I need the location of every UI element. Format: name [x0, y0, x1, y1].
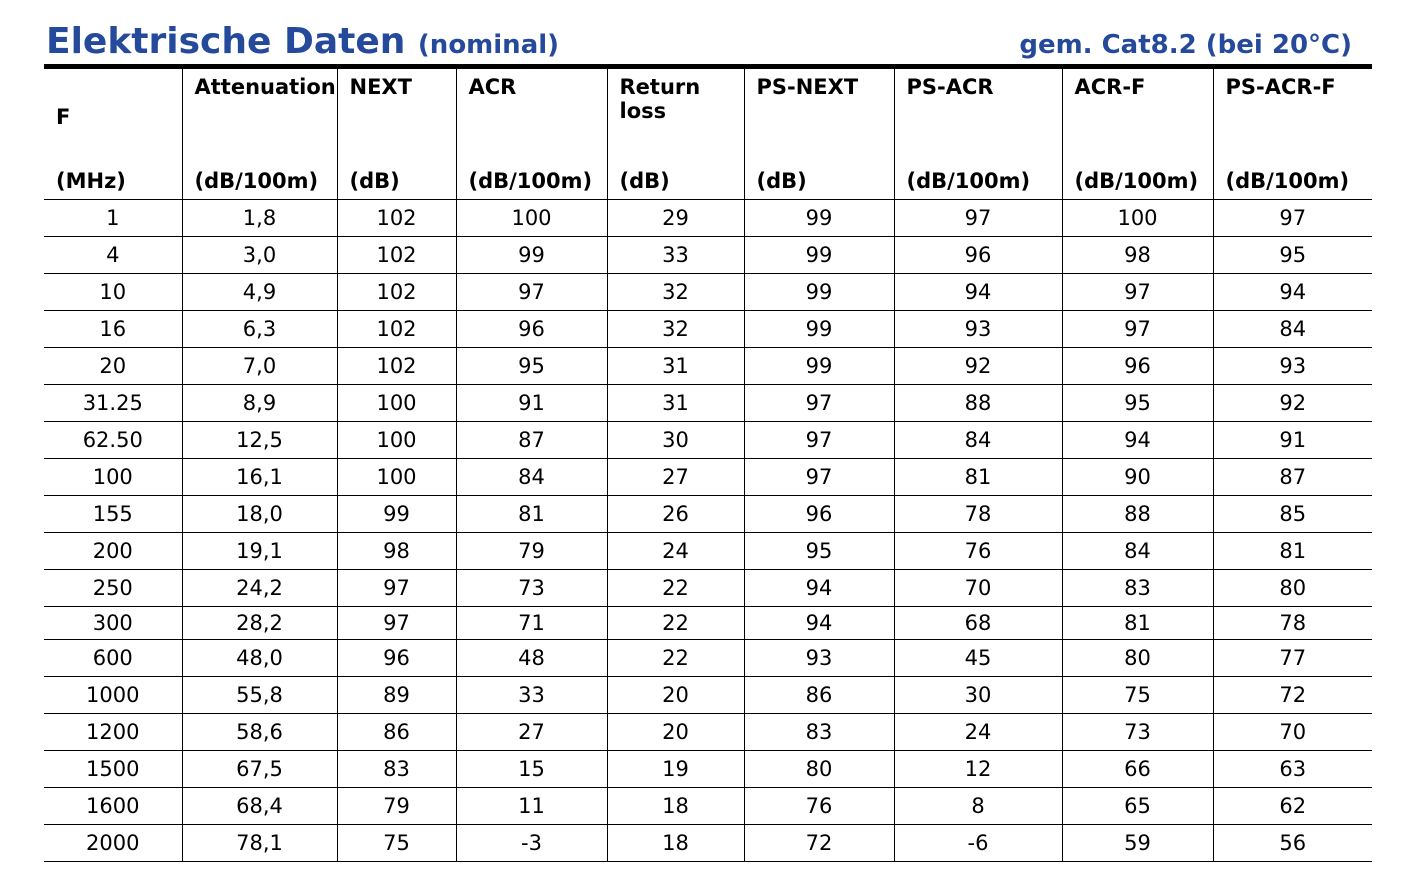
table-cell: 48 — [456, 640, 607, 677]
table-cell: 18 — [607, 788, 744, 825]
table-cell: 100 — [337, 422, 456, 459]
table-cell: 19 — [607, 751, 744, 788]
table-cell: 100 — [337, 385, 456, 422]
page-title-text: Elektrische Daten — [46, 21, 406, 62]
table-cell: 95 — [456, 348, 607, 385]
table-row — [44, 348, 1372, 385]
table-cell: 94 — [744, 607, 894, 640]
column-unit: (dB/100m) — [194, 169, 319, 193]
table-cell: 77 — [1213, 640, 1372, 677]
table-cell: 100 — [456, 200, 607, 237]
table-cell: 79 — [337, 788, 456, 825]
table-row — [44, 422, 1372, 459]
table-cell: 55,8 — [182, 677, 337, 714]
table-cell: 78 — [1213, 607, 1372, 640]
table-cell: 87 — [456, 422, 607, 459]
table-cell: 68 — [894, 607, 1062, 640]
table-cell: 8 — [894, 788, 1062, 825]
column-header-next — [337, 69, 456, 200]
table-row — [44, 274, 1372, 311]
table-cell: 68,4 — [182, 788, 337, 825]
table-cell: 4 — [44, 237, 182, 274]
table-cell: 63 — [1213, 751, 1372, 788]
table-cell: 67,5 — [182, 751, 337, 788]
table-cell: 73 — [1062, 714, 1213, 751]
table-cell: 31 — [607, 348, 744, 385]
table-cell: 58,6 — [182, 714, 337, 751]
table-cell: 1600 — [44, 788, 182, 825]
table-cell: 300 — [44, 607, 182, 640]
table-cell: 3,0 — [182, 237, 337, 274]
table-row — [44, 385, 1372, 422]
table-row — [44, 677, 1372, 714]
table-cell: 96 — [1062, 348, 1213, 385]
column-unit: (dB) — [619, 169, 670, 193]
column-name: PS-NEXT — [756, 75, 859, 99]
table-cell: 27 — [456, 714, 607, 751]
table-cell: 72 — [744, 825, 894, 862]
table-cell: 20 — [607, 714, 744, 751]
table-row — [44, 237, 1372, 274]
table-cell: 19,1 — [182, 533, 337, 570]
table-cell: 16,1 — [182, 459, 337, 496]
table-cell: 84 — [456, 459, 607, 496]
table-cell: 84 — [1213, 311, 1372, 348]
column-unit: (dB/100m) — [906, 169, 1031, 193]
table-cell: 18,0 — [182, 496, 337, 533]
table-cell: 102 — [337, 274, 456, 311]
table-cell: 97 — [456, 274, 607, 311]
table-cell: 93 — [894, 311, 1062, 348]
table-cell: 99 — [744, 274, 894, 311]
column-unit: (MHz) — [56, 169, 126, 193]
table-cell: 32 — [607, 274, 744, 311]
table-cell: 99 — [456, 237, 607, 274]
table-cell: 85 — [1213, 496, 1372, 533]
table-cell: 76 — [894, 533, 1062, 570]
table-cell: 56 — [1213, 825, 1372, 862]
table-cell: 80 — [744, 751, 894, 788]
table-cell: 8,9 — [182, 385, 337, 422]
table-cell: 97 — [1213, 200, 1372, 237]
column-header-acr-f — [1062, 69, 1213, 200]
column-header-acr — [456, 69, 607, 200]
table-cell: 12 — [894, 751, 1062, 788]
table-cell: 29 — [607, 200, 744, 237]
table-cell: 102 — [337, 311, 456, 348]
table-cell: 96 — [894, 237, 1062, 274]
column-name: NEXT — [349, 75, 412, 99]
table-cell: 91 — [1213, 422, 1372, 459]
table-cell: 91 — [456, 385, 607, 422]
table-row — [44, 607, 1372, 640]
table-cell: 66 — [1062, 751, 1213, 788]
table-cell: 95 — [1062, 385, 1213, 422]
column-header-ps-acr-f — [1213, 69, 1372, 200]
table-cell: 24,2 — [182, 570, 337, 607]
table-cell: 31 — [607, 385, 744, 422]
table-cell: 94 — [744, 570, 894, 607]
table-cell: 7,0 — [182, 348, 337, 385]
table-cell: 87 — [1213, 459, 1372, 496]
page-title — [46, 20, 559, 67]
table-cell: 33 — [607, 237, 744, 274]
table-cell: 62.50 — [44, 422, 182, 459]
table-row — [44, 200, 1372, 237]
table-cell: 30 — [894, 677, 1062, 714]
table-cell: 81 — [456, 496, 607, 533]
table-cell: 155 — [44, 496, 182, 533]
table-cell: 81 — [894, 459, 1062, 496]
table-cell: 94 — [1213, 274, 1372, 311]
table-cell: 78 — [894, 496, 1062, 533]
column-unit: (dB) — [349, 169, 400, 193]
table-cell: 88 — [894, 385, 1062, 422]
table-cell: 75 — [337, 825, 456, 862]
table-row — [44, 825, 1372, 862]
table-cell: 83 — [337, 751, 456, 788]
table-row — [44, 570, 1372, 607]
table-cell: -3 — [456, 825, 607, 862]
table-cell: 97 — [744, 422, 894, 459]
column-name: ACR-F — [1074, 75, 1146, 99]
table-cell: 6,3 — [182, 311, 337, 348]
table-cell: 102 — [337, 237, 456, 274]
table-cell: 96 — [337, 640, 456, 677]
table-cell: 93 — [1213, 348, 1372, 385]
electrical-data-table — [44, 69, 1372, 862]
column-unit: (dB/100m) — [1225, 169, 1350, 193]
table-cell: 99 — [744, 348, 894, 385]
table-cell: 600 — [44, 640, 182, 677]
table-cell: 11 — [456, 788, 607, 825]
table-header-row — [44, 69, 1372, 200]
table-cell: 20 — [607, 677, 744, 714]
table-cell: 200 — [44, 533, 182, 570]
table-cell: 62 — [1213, 788, 1372, 825]
table-cell: 24 — [894, 714, 1062, 751]
table-cell: 97 — [744, 385, 894, 422]
table-cell: 96 — [744, 496, 894, 533]
table-cell: 28,2 — [182, 607, 337, 640]
table-cell: 92 — [1213, 385, 1372, 422]
table-cell: 10 — [44, 274, 182, 311]
table-cell: 88 — [1062, 496, 1213, 533]
table-cell: 80 — [1062, 640, 1213, 677]
table-cell: 86 — [337, 714, 456, 751]
column-name: F — [56, 105, 71, 129]
table-cell: 95 — [1213, 237, 1372, 274]
standard-label: gem. Cat8.2 (bei 20°C) — [1019, 30, 1352, 60]
table-cell: 81 — [1213, 533, 1372, 570]
table-cell: 98 — [337, 533, 456, 570]
table-cell: 1200 — [44, 714, 182, 751]
table-cell: 80 — [1213, 570, 1372, 607]
table-cell: 70 — [894, 570, 1062, 607]
table-cell: 84 — [894, 422, 1062, 459]
table-cell: 94 — [1062, 422, 1213, 459]
table-cell: 73 — [456, 570, 607, 607]
table-cell: 22 — [607, 570, 744, 607]
table-cell: 24 — [607, 533, 744, 570]
table-cell: 81 — [1062, 607, 1213, 640]
table-cell: 12,5 — [182, 422, 337, 459]
table-cell: 59 — [1062, 825, 1213, 862]
table-cell: 1500 — [44, 751, 182, 788]
table-cell: 72 — [1213, 677, 1372, 714]
table-cell: 97 — [1062, 274, 1213, 311]
table-cell: 98 — [1062, 237, 1213, 274]
column-unit: (dB) — [756, 169, 807, 193]
table-cell: 86 — [744, 677, 894, 714]
table-row — [44, 459, 1372, 496]
column-unit: (dB/100m) — [468, 169, 593, 193]
table-cell: 27 — [607, 459, 744, 496]
table-cell: 2000 — [44, 825, 182, 862]
table-cell: 250 — [44, 570, 182, 607]
table-cell: 97 — [337, 570, 456, 607]
column-header-return-loss — [607, 69, 744, 200]
table-cell: 18 — [607, 825, 744, 862]
table-cell: 33 — [456, 677, 607, 714]
table-cell: 100 — [1062, 200, 1213, 237]
table-cell: 70 — [1213, 714, 1372, 751]
table-cell: 26 — [607, 496, 744, 533]
table-cell: 99 — [744, 200, 894, 237]
table-cell: 78,1 — [182, 825, 337, 862]
table-row — [44, 714, 1372, 751]
table-cell: 15 — [456, 751, 607, 788]
table-cell: 84 — [1062, 533, 1213, 570]
table-cell: 99 — [744, 237, 894, 274]
table-cell: 79 — [456, 533, 607, 570]
table-cell: 92 — [894, 348, 1062, 385]
page-subtitle: (nominal) — [417, 30, 560, 60]
table-row — [44, 533, 1372, 570]
table-cell: 83 — [1062, 570, 1213, 607]
table-cell: 22 — [607, 607, 744, 640]
table-cell: 90 — [1062, 459, 1213, 496]
column-header-ps-acr — [894, 69, 1062, 200]
table-cell: 16 — [44, 311, 182, 348]
table-cell: -6 — [894, 825, 1062, 862]
table-cell: 99 — [337, 496, 456, 533]
table-cell: 102 — [337, 200, 456, 237]
column-name: Return loss — [619, 75, 701, 123]
table-cell: 96 — [456, 311, 607, 348]
table-body — [44, 200, 1372, 862]
table-cell: 31.25 — [44, 385, 182, 422]
column-name: PS-ACR-F — [1225, 75, 1336, 99]
table-row — [44, 640, 1372, 677]
table-cell: 93 — [744, 640, 894, 677]
table-cell: 1,8 — [182, 200, 337, 237]
table-cell: 95 — [744, 533, 894, 570]
table-row — [44, 751, 1372, 788]
table-cell: 97 — [1062, 311, 1213, 348]
title-bar — [46, 20, 1352, 64]
table-cell: 99 — [744, 311, 894, 348]
table-cell: 1000 — [44, 677, 182, 714]
column-name: PS-ACR — [906, 75, 994, 99]
table-cell: 22 — [607, 640, 744, 677]
table-cell: 20 — [44, 348, 182, 385]
table-cell: 100 — [337, 459, 456, 496]
table-cell: 97 — [337, 607, 456, 640]
table-cell: 32 — [607, 311, 744, 348]
table-cell: 97 — [744, 459, 894, 496]
column-unit: (dB/100m) — [1074, 169, 1199, 193]
table-cell: 71 — [456, 607, 607, 640]
table-cell: 75 — [1062, 677, 1213, 714]
table-cell: 83 — [744, 714, 894, 751]
column-header-attenuation — [182, 69, 337, 200]
table-cell: 89 — [337, 677, 456, 714]
table-cell: 4,9 — [182, 274, 337, 311]
table-cell: 76 — [744, 788, 894, 825]
table-cell: 1 — [44, 200, 182, 237]
column-header-f — [44, 69, 182, 200]
table-cell: 97 — [894, 200, 1062, 237]
table-cell: 102 — [337, 348, 456, 385]
column-name: Attenuation — [194, 75, 336, 99]
table-cell: 65 — [1062, 788, 1213, 825]
table-cell: 48,0 — [182, 640, 337, 677]
table-cell: 45 — [894, 640, 1062, 677]
table-row — [44, 311, 1372, 348]
table-cell: 30 — [607, 422, 744, 459]
table-cell: 94 — [894, 274, 1062, 311]
table-row — [44, 788, 1372, 825]
table-row — [44, 496, 1372, 533]
table-cell: 100 — [44, 459, 182, 496]
column-header-ps-next — [744, 69, 894, 200]
column-name: ACR — [468, 75, 517, 99]
